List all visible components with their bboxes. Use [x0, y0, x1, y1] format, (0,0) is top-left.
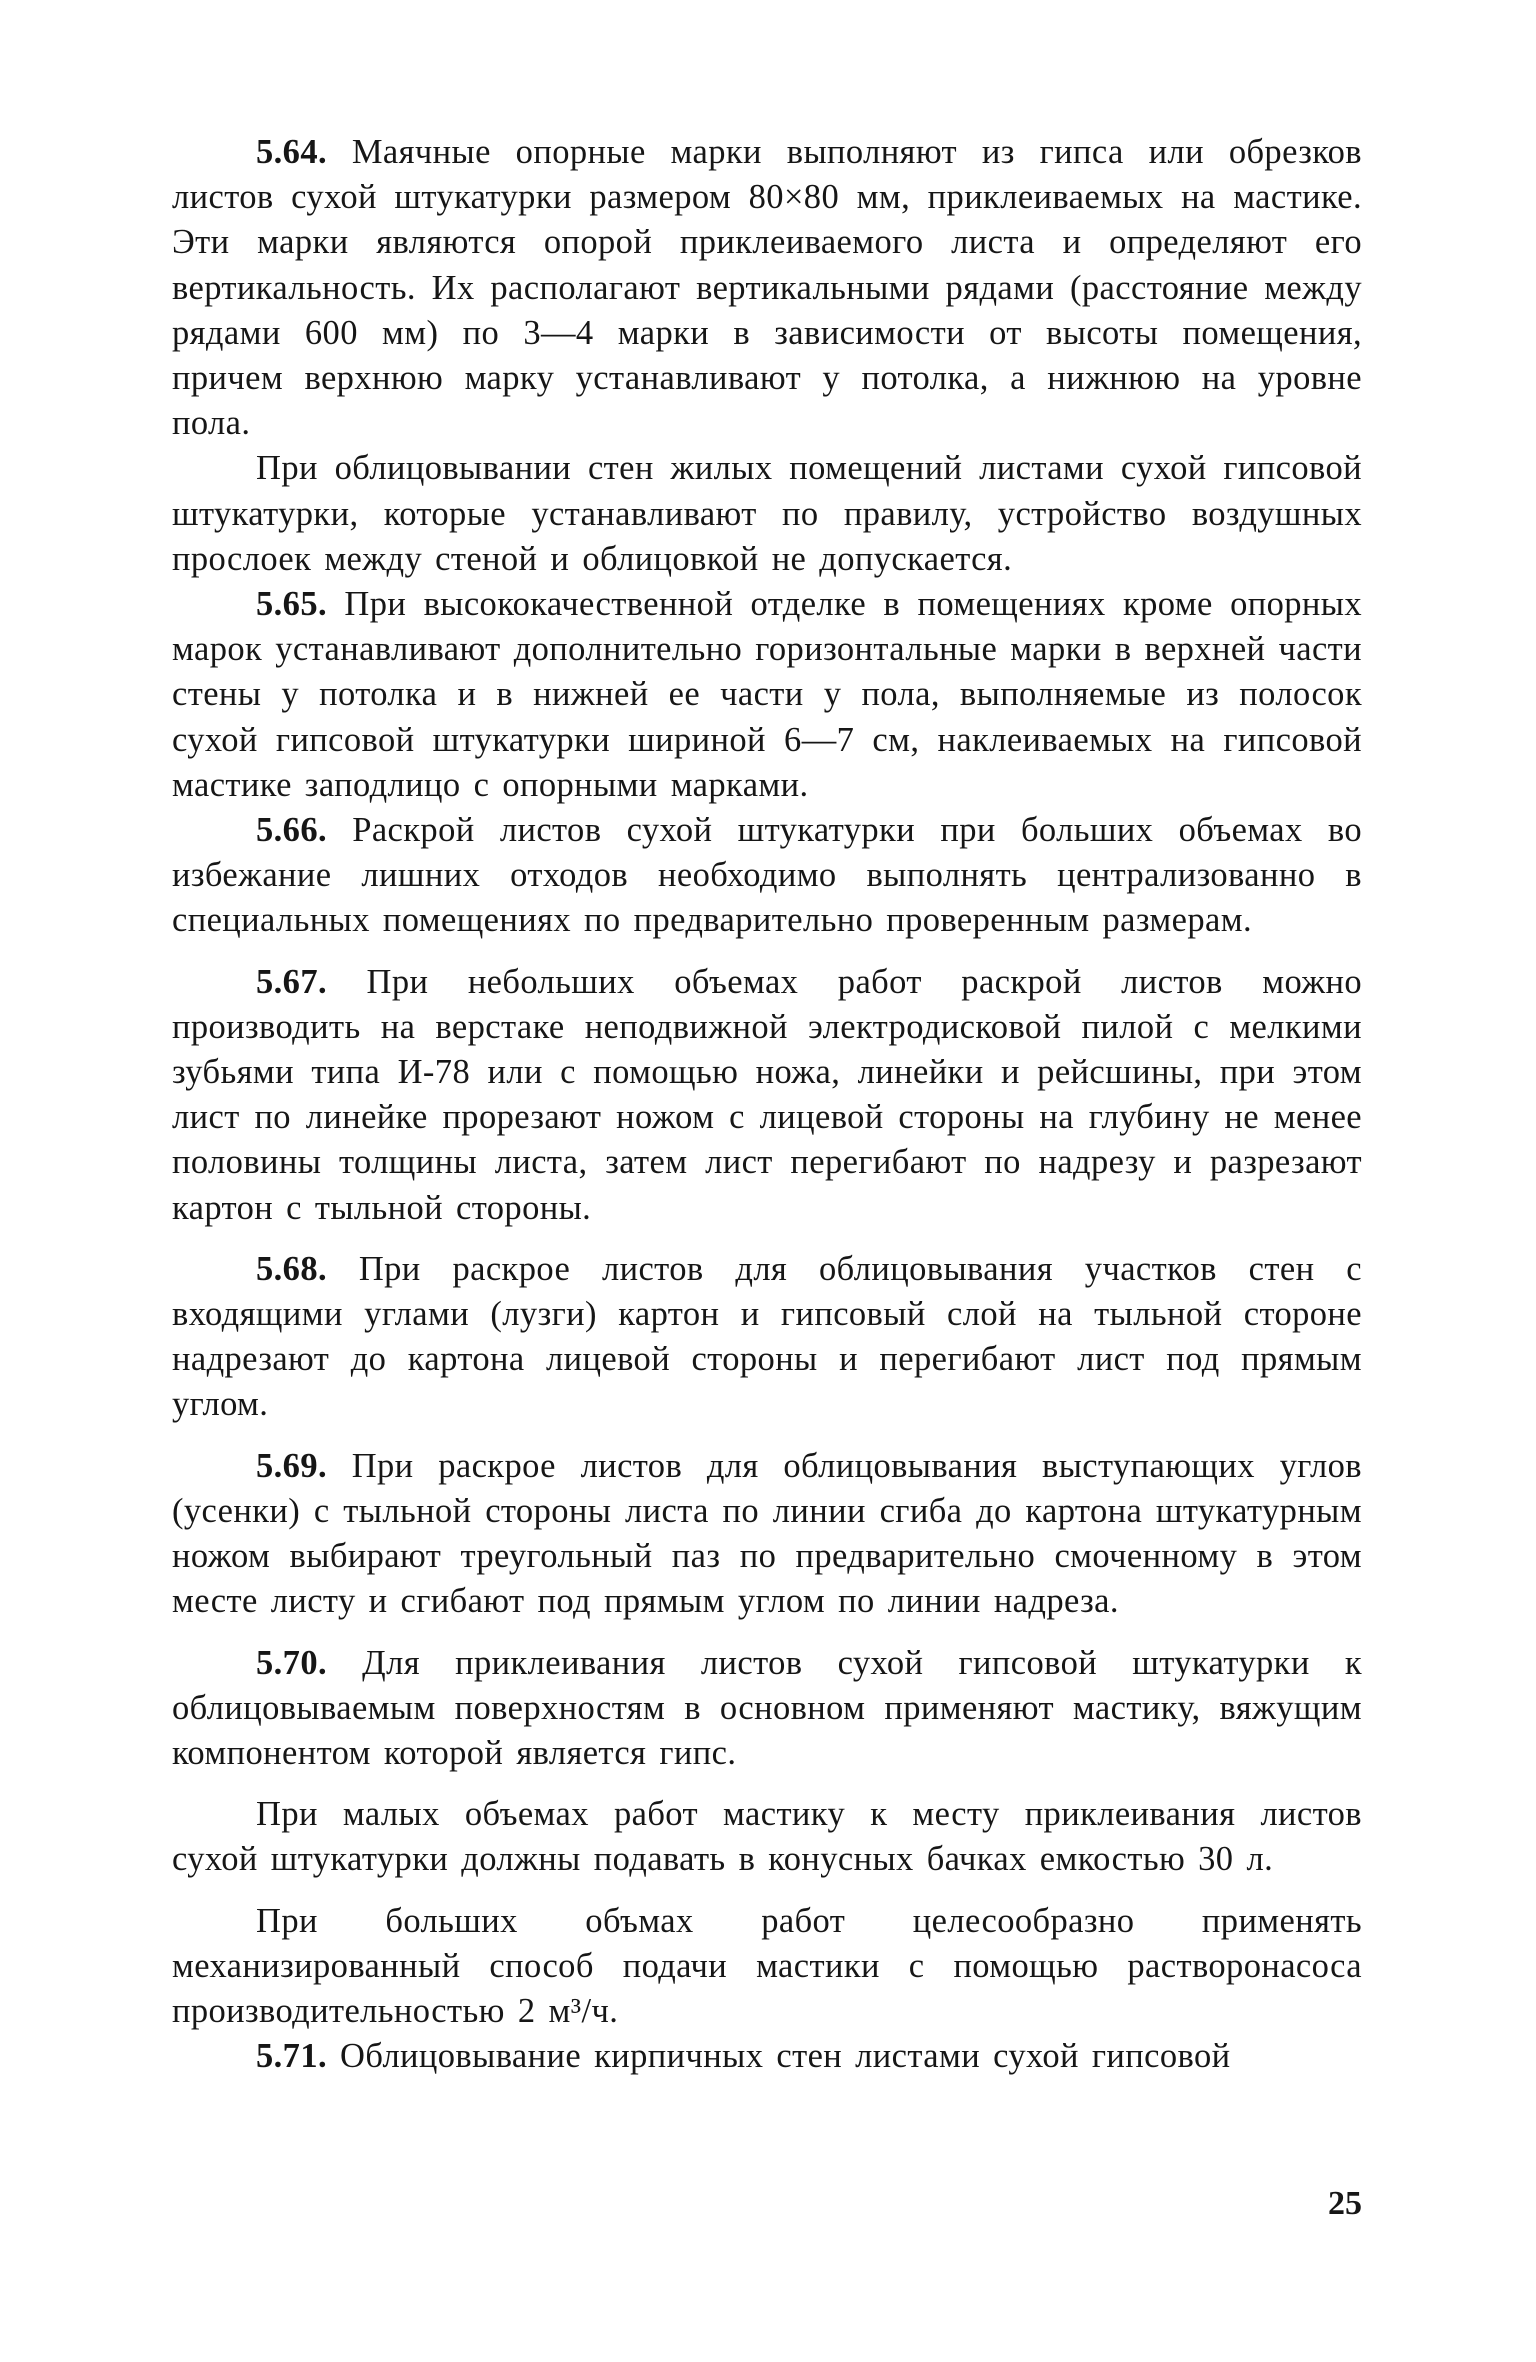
paragraph-number: 5.67. — [256, 962, 327, 1001]
paragraph-number: 5.65. — [256, 585, 327, 624]
paragraph-5-70 — [172, 1641, 1362, 1777]
paragraph-text: При облицовывании стен жилых помещений листами сухой гипсовой штукатурки, которые устанавливают по правилу, устройство воздушных прослоек между стеной и облицовкой не допускается. — [172, 449, 1362, 578]
paragraph-small-volumes — [172, 1792, 1362, 1882]
paragraph-5-67 — [172, 960, 1362, 1231]
paragraph-number: 5.69. — [256, 1446, 327, 1485]
paragraph-5-69 — [172, 1444, 1362, 1625]
paragraph-text: Для приклеивания листов сухой гипсовой штукатурки к облицовываемым поверхностям в основном применяют мастику, вяжущим компонентом которой является гипс. — [172, 1643, 1362, 1772]
paragraph-air-gaps — [172, 446, 1362, 582]
paragraph-text: При небольших объемах работ раскрой листов можно производить на верстаке неподвижной электродисковой пилой с мелкими зубьями типа И-78 или с помощью ножа, линейки и рейсшины, при этом лист по линейке прорезают ножом с лицевой стороны на глубину не менее половины толщины листа, затем лист перегибают по надрезу и разрезают картон с тыльной стороны. — [172, 962, 1362, 1227]
paragraph-number: 5.71. — [256, 2037, 327, 2076]
paragraph-text: При больших объмах работ целесообразно применять механизированный способ подачи мастики с помощью растворонасоса производительностью 2 м³/ч. — [172, 1901, 1362, 2030]
page-number: 25 — [1328, 2185, 1362, 2222]
paragraph-text: При раскрое листов для облицовывания выступающих углов (усенки) с тыльной стороны листа по линии сгиба до картона штукатурным ножом выбирают треугольный паз по предварительно смоченному в этом месте листу и сгибают под прямым углом по линии надреза. — [172, 1446, 1362, 1621]
paragraph-number: 5.66. — [256, 811, 327, 850]
paragraph-text: При раскрое листов для облицовывания участков стен с входящими углами (лузги) картон и гипсовый слой на тыльной стороне надрезают до картона лицевой стороны и перегибают лист под прямым углом. — [172, 1249, 1362, 1424]
paragraph-text: При высококачественной отделке в помещениях кроме опорных марок устанавливают дополнительно горизонтальные марки в верхней части стены у потолка и в нижней ее части у пола, выполняемые из полосок сухой гипсовой штукатурки шириной 6—7 см, наклеиваемых на гипсовой мастике заподлицо с опорными марками. — [172, 585, 1362, 804]
page-body — [172, 130, 1362, 2079]
paragraph-number: 5.68. — [256, 1249, 327, 1288]
paragraph-text: Облицовывание кирпичных стен листами сухой гипсовой — [340, 2037, 1231, 2076]
paragraph-5-71 — [172, 2034, 1362, 2079]
paragraph-5-68 — [172, 1247, 1362, 1428]
paragraph-large-volumes — [172, 1899, 1362, 2035]
paragraph-5-66 — [172, 808, 1362, 944]
paragraph-text: Раскрой листов сухой штукатурки при больших объемах во избежание лишних отходов необходимо выполнять централизованно в специальных помещениях по предварительно проверенным размерам. — [172, 811, 1362, 940]
paragraph-text: Маячные опорные марки выполняют из гипса или обрезков листов сухой штукатурки размером 80×80 мм, приклеиваемых на мастике. Эти марки являются опорой приклеиваемого листа и определяют его вертикальность. Их располагают вертикальными рядами (расстояние между рядами 600 мм) по 3—4 марки в зависимости от высоты помещения, причем верхнюю марку устанавливают у потолка, а нижнюю на уровне пола. — [172, 133, 1362, 443]
paragraph-number: 5.64. — [256, 133, 327, 171]
paragraph-number: 5.70. — [256, 1643, 327, 1682]
paragraph-text: При малых объемах работ мастику к месту приклеивания листов сухой штукатурки должны подавать в конусных бачках емкостью 30 л. — [172, 1795, 1362, 1879]
paragraph-5-64 — [172, 130, 1362, 446]
paragraph-5-65 — [172, 582, 1362, 808]
